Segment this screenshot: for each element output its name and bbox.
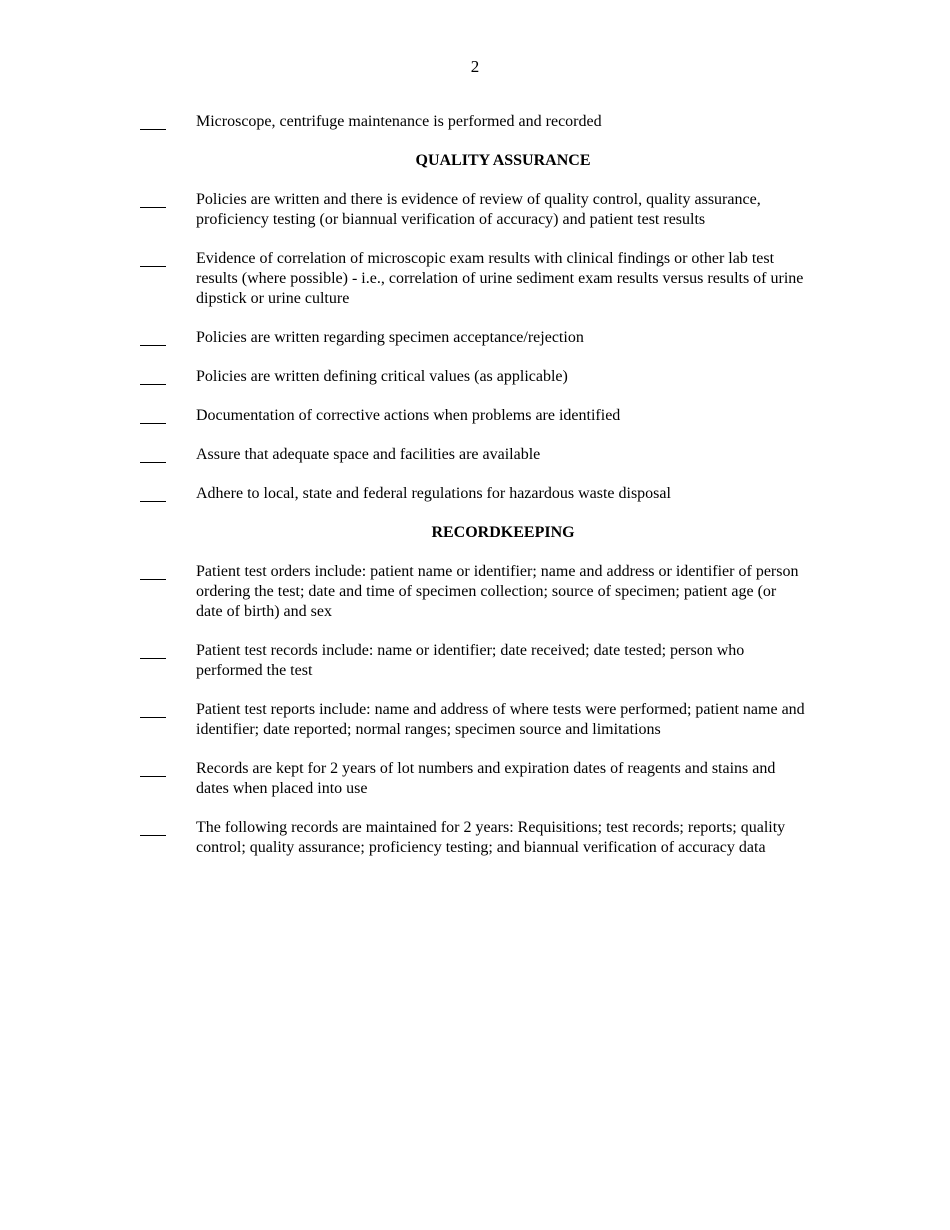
checklist-item-text: Patient test records include: name or identifier; date received; date tested; person who performed the test	[196, 642, 745, 679]
checklist-item-text: The following records are maintained for 2 years: Requisitions; test records; reports; quality control; quality assurance; proficiency testing; and biannual verification of accuracy data	[196, 819, 786, 856]
checklist-item-text: Policies are written and there is evidence of review of quality control, quality assurance, proficiency testing (or biannual verification of accuracy) and patient test results	[196, 191, 761, 228]
checklist-item	[0, 562, 950, 622]
checklist-item	[0, 641, 950, 681]
checkbox-blank[interactable]	[140, 445, 166, 465]
quality-assurance-heading: QUALITY ASSURANCE	[415, 152, 591, 169]
checklist-item	[0, 818, 950, 858]
checklist-item	[0, 406, 950, 426]
checklist-content	[0, 112, 950, 877]
checklist-item-text: Assure that adequate space and facilities are available	[196, 446, 541, 463]
checklist-item-text: Adhere to local, state and federal regulations for hazardous waste disposal	[196, 485, 671, 502]
checklist-item	[0, 700, 950, 740]
checklist-item-text: Microscope, centrifuge maintenance is performed and recorded	[196, 113, 602, 130]
checklist-item	[0, 328, 950, 348]
checklist-item-text: Patient test orders include: patient name or identifier; name and address or identifier of person ordering the test; date and time of specimen collection; source of specimen; patient age (or date of birth) and sex	[196, 563, 799, 620]
checkbox-blank[interactable]	[140, 484, 166, 504]
checklist-item-text: Patient test reports include: name and address of where tests were performed; patient name and identifier; date reported; normal ranges; specimen source and limitations	[196, 701, 805, 738]
recordkeeping-heading: RECORDKEEPING	[431, 524, 575, 541]
checkbox-blank[interactable]	[140, 249, 166, 269]
checklist-item-text: Records are kept for 2 years of lot numbers and expiration dates of reagents and stains and dates when placed into use	[196, 760, 776, 797]
checklist-item	[0, 445, 950, 465]
checklist-item	[0, 484, 950, 504]
checkbox-blank[interactable]	[140, 759, 166, 779]
checkbox-blank[interactable]	[140, 367, 166, 387]
checklist-item	[0, 112, 950, 132]
checklist-item	[0, 367, 950, 387]
checklist-item-text: Policies are written defining critical values (as applicable)	[196, 368, 568, 385]
checkbox-blank[interactable]	[140, 112, 166, 132]
checkbox-blank[interactable]	[140, 700, 166, 720]
checkbox-blank[interactable]	[140, 818, 166, 838]
checkbox-blank[interactable]	[140, 328, 166, 348]
page-number: 2	[470, 57, 480, 76]
checkbox-blank[interactable]	[140, 406, 166, 426]
checklist-item-text: Documentation of corrective actions when problems are identified	[196, 407, 621, 424]
checklist-item-text: Evidence of correlation of microscopic exam results with clinical findings or other lab test results (where possible) - i.e., correlation of urine sediment exam results versus results of urine dipstick or urine culture	[196, 250, 804, 307]
checkbox-blank[interactable]	[140, 641, 166, 661]
checkbox-blank[interactable]	[140, 562, 166, 582]
checklist-item	[0, 249, 950, 309]
checklist-item-text: Policies are written regarding specimen acceptance/rejection	[196, 329, 584, 346]
checklist-item	[0, 190, 950, 230]
checklist-item	[0, 759, 950, 799]
checkbox-blank[interactable]	[140, 190, 166, 210]
